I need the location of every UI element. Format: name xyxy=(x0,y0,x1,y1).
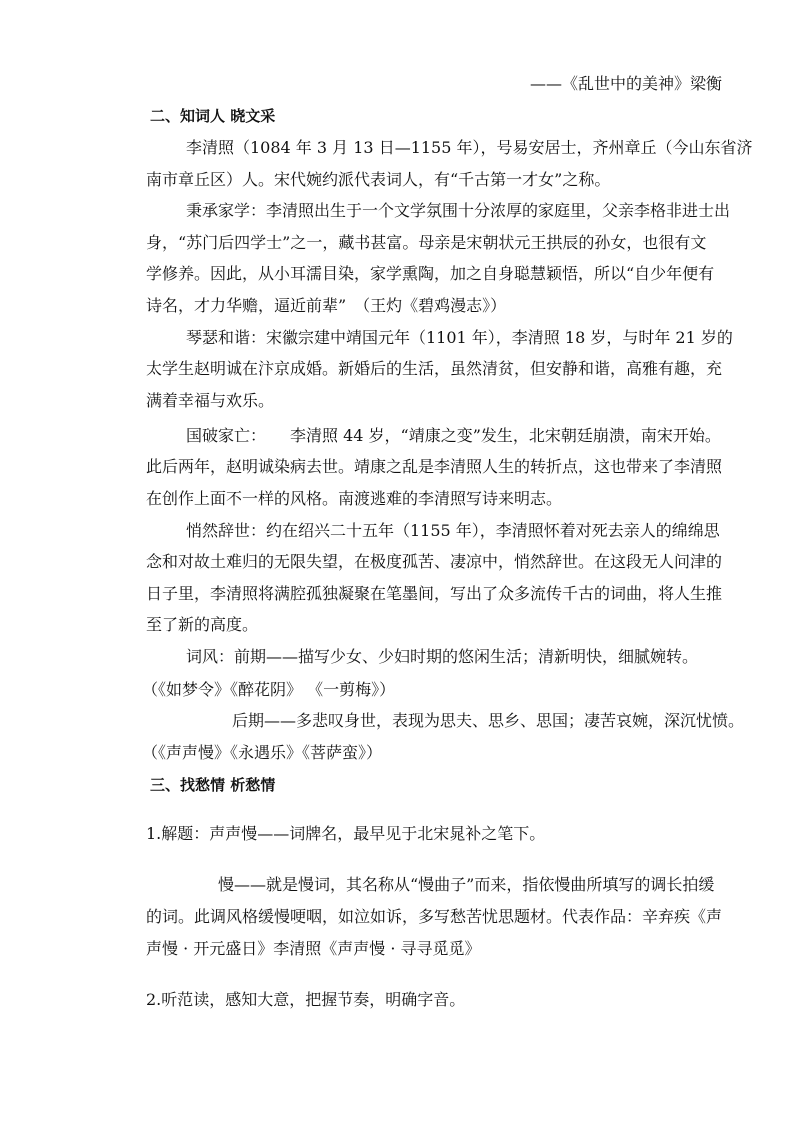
paragraph-man-line: 声慢 · 开元盛日》李清照《声声慢 · 寻寻觅觅》 xyxy=(146,939,481,958)
paragraph-family-line: 学修养。因此，从小耳濡目染，家学熏陶，加之自身聪慧颖悟，所以“自少年便有 xyxy=(146,264,715,283)
paragraph-man-line: 慢——就是慢词，其名称从“慢曲子”而来，指依慢曲所填写的调长拍缓 xyxy=(218,875,715,894)
paragraph-intro-line: 南市章丘区）人。宋代婉约派代表词人，有“千古第一才女”之称。 xyxy=(146,170,611,189)
paragraph-death-line: 至了新的高度。 xyxy=(146,615,259,634)
paragraph-marriage-line: 琴瑟和谐：宋徽宗建中靖国元年（1101 年），李清照 18 岁，与时年 21 岁的 xyxy=(186,328,733,347)
paragraph-death-line: 念和对故土难归的无限失望，在极度孤苦、凄凉中，悄然辞世。在这段无人问津的 xyxy=(146,552,723,571)
paragraph-family-line: 秉承家学：李清照出生于一个文学氛围十分浓厚的家庭里，父亲李格非进士出 xyxy=(186,201,731,220)
paragraph-intro-line: 李清照（1084 年 3 月 13 日—1155 年），号易安居士，齐州章丘（今山东省济 xyxy=(186,138,753,157)
attribution: ——《乱世中的美神》梁衡 xyxy=(530,74,723,93)
section-heading-3: 三、找愁情 析愁情 xyxy=(150,776,276,794)
list-item-1: 1.解题：声声慢——词牌名，最早见于北宋晁补之笔下。 xyxy=(146,824,546,843)
style-late-works: （《声声慢》《永遇乐》《菩萨蛮》） xyxy=(142,743,383,762)
paragraph-man-line: 的词。此调风格缓慢哽咽，如泣如诉，多写愁苦忧思题材。代表作品：辛弃疾《声 xyxy=(146,907,723,926)
style-late-line: 后期——多悲叹身世，表现为思夫、思乡、思国；凄苦哀婉，深沉忧愤。 xyxy=(232,711,745,730)
paragraph-marriage-line: 太学生赵明诚在汴京成婚。新婚后的生活，虽然清贫，但安静和谐，高雅有趣，充 xyxy=(146,359,723,378)
style-early-works: （《如梦令》《醉花阴》 《一剪梅》） xyxy=(142,680,396,699)
paragraph-disaster-line: 在创作上面不一样的风格。南渡逃难的李清照写诗来明志。 xyxy=(146,489,563,508)
paragraph-disaster-line: 国破家亡： 李清照 44 岁，“靖康之变”发生，北宋朝廷崩溃，南宋开始。 xyxy=(186,426,721,445)
style-early-line: 词风：前期——描写少女、少妇时期的悠闲生活；清新明快，细腻婉转。 xyxy=(186,647,699,666)
paragraph-family-line: 身，“苏门后四学士”之一，藏书甚富。母亲是宋朝状元王拱辰的孙女，也很有文 xyxy=(146,233,707,252)
paragraph-disaster-line: 此后两年，赵明诚染病去世。靖康之乱是李清照人生的转折点，这也带来了李清照 xyxy=(146,457,723,476)
paragraph-family-line: 诗名，才力华赡，逼近前辈” （王灼《碧鸡漫志》） xyxy=(146,296,507,315)
paragraph-death-line: 悄然辞世：约在绍兴二十五年（1155 年），李清照怀着对死去亲人的绵绵思 xyxy=(186,521,720,540)
paragraph-death-line: 日子里，李清照将满腔孤独凝聚在笔墨间，写出了众多流传千古的词曲，将人生推 xyxy=(146,584,723,603)
paragraph-marriage-line: 满着幸福与欢乐。 xyxy=(146,391,275,410)
list-item-2: 2.听范读，感知大意，把握节奏，明确字音。 xyxy=(146,990,466,1009)
section-heading-2: 二、知词人 晓文采 xyxy=(150,107,276,125)
